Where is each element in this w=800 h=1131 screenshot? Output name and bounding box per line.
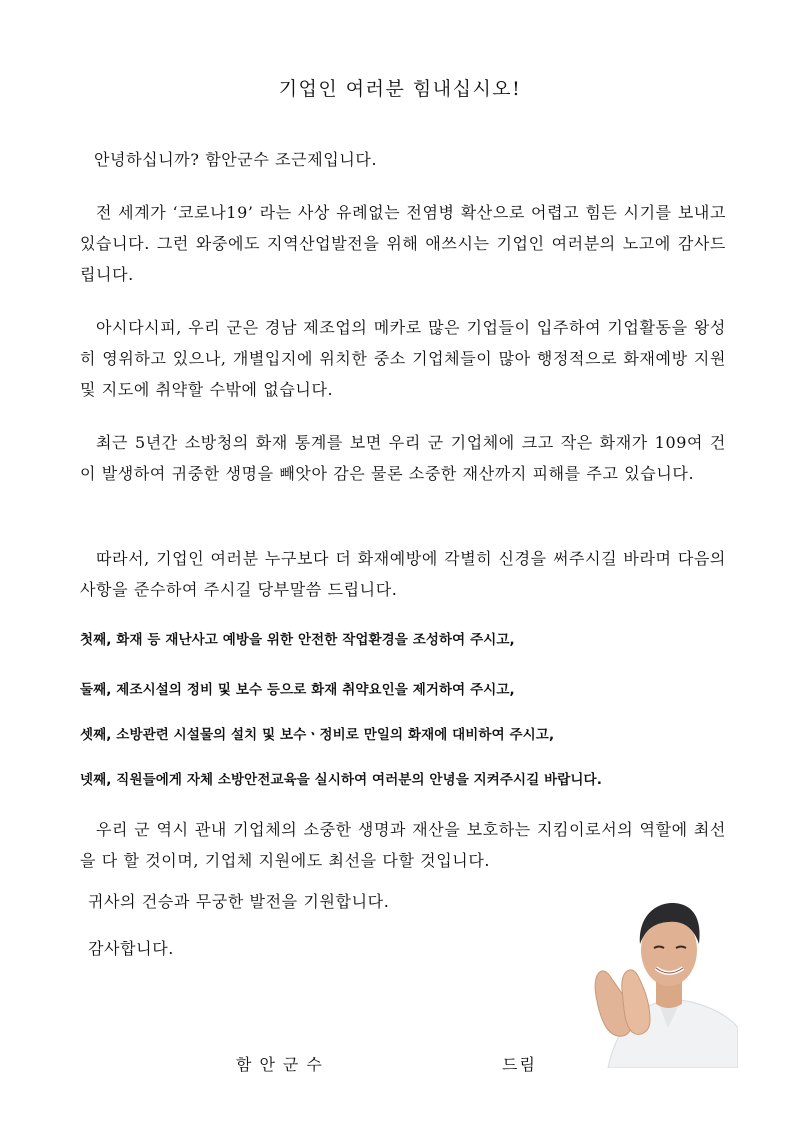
wishes-paragraph: 귀사의 건승과 무궁한 발전을 기원합니다. bbox=[88, 892, 390, 911]
request-paragraph: 따라서, 기업인 여러분 누구보다 더 화재예방에 각별히 신경을 써주시길 바라며 다음의 사항을 준수하여 주시길 당부말씀 드립니다. bbox=[80, 549, 726, 599]
letter-title: 기업인 여러분 힘내십시오! bbox=[278, 78, 522, 100]
signature-name: 함안군수 bbox=[236, 1055, 330, 1074]
list-item-fourth: 넷째, 직원들에게 자체 소방안전교육을 실시하여 여러분의 안녕을 지켜주시길 바랍니다. bbox=[80, 772, 602, 788]
list-item-second: 둘째, 제조시설의 정비 및 보수 등으로 화재 취약요인을 제거하여 주시고, bbox=[80, 682, 515, 698]
list-item-third: 셋째, 소방관련 시설물의 설치 및 보수ㆍ정비로 만일의 화재에 대비하여 주시고, bbox=[80, 727, 555, 743]
list-item-first: 첫째, 화재 등 재난사고 예방을 위한 안전한 작업환경을 조성하여 주시고, bbox=[80, 632, 515, 648]
industry-paragraph: 아시다시피, 우리 군은 경남 제조업의 메카로 많은 기업들이 입주하여 기업활동을 왕성히 영위하고 있으나, 개별입지에 위치한 중소 기업체들이 많아 행정적으로 화재예방 지원 및 지도에 취약할 수밖에 없습니다. bbox=[80, 318, 726, 399]
statistics-paragraph: 최근 5년간 소방청의 화재 통계를 보면 우리 군 기업체에 크고 작은 화재가 109여 건이 발생하여 귀중한 생명을 빼앗아 감은 물론 소중한 재산까지 피해를 주고 있습니다. bbox=[80, 433, 726, 483]
portrait-illustration bbox=[588, 878, 738, 1068]
covid-paragraph: 전 세계가 ‘코로나19’ 라는 사상 유례없는 전염병 확산으로 어렵고 힘든 시기를 보내고 있습니다. 그런 와중에도 지역산업발전을 위해 애쓰시는 기업인 여러분의 노고에 감사드립니다. bbox=[80, 203, 726, 284]
greeting-paragraph: 안녕하십니까? 함안군수 조근제입니다. bbox=[94, 150, 378, 169]
commitment-paragraph: 우리 군 역시 관내 기업체의 소중한 생명과 재산을 보호하는 지킴이로서의 역할에 최선을 다 할 것이며, 기업체 지원에도 최선을 다할 것입니다. bbox=[80, 820, 726, 870]
signature-suffix: 드림 bbox=[502, 1055, 537, 1074]
governor-photo bbox=[588, 878, 738, 1068]
thanks-paragraph: 감사합니다. bbox=[88, 939, 174, 958]
